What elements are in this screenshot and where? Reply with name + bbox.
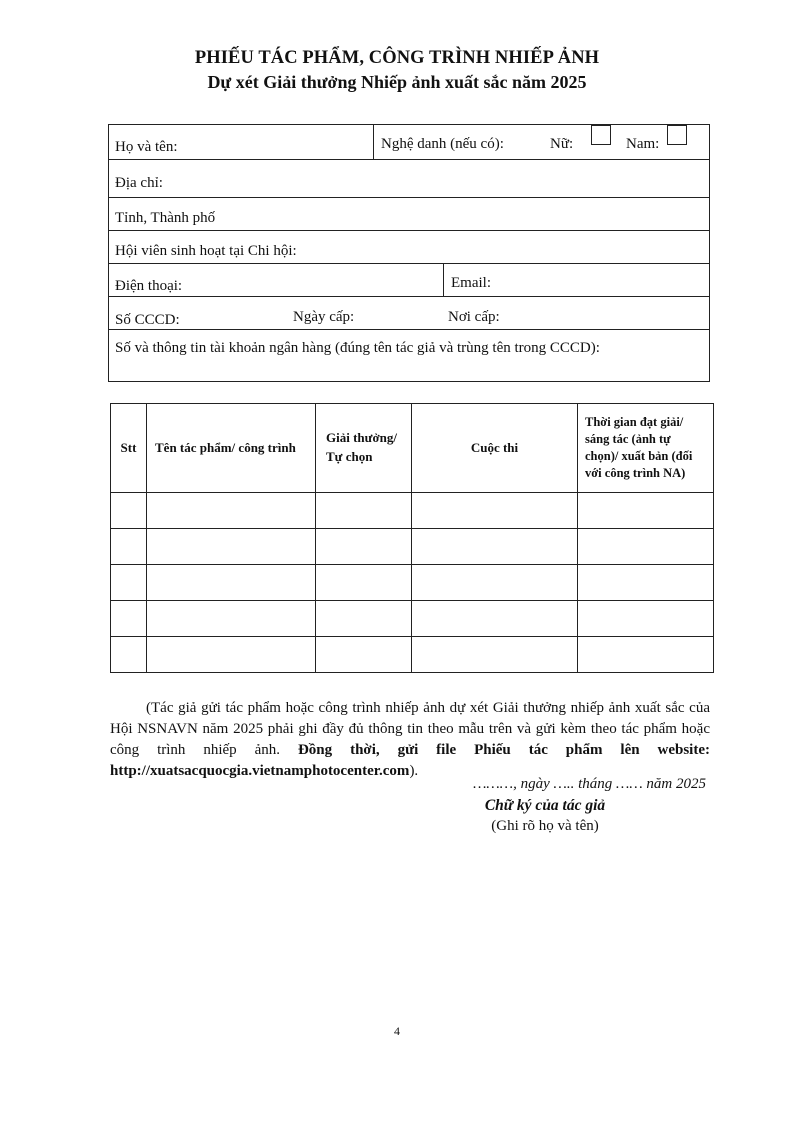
address-label: Địa chỉ:	[115, 175, 163, 191]
member-branch-label: Hội viên sinh hoạt tại Chi hội:	[115, 243, 297, 259]
table-cell[interactable]	[111, 601, 147, 637]
column-divider	[443, 263, 444, 296]
email-label: Email:	[451, 275, 491, 291]
column-divider	[373, 125, 374, 159]
row-divider	[109, 197, 709, 198]
table-cell[interactable]	[412, 529, 578, 565]
row-divider	[109, 159, 709, 160]
table-row	[111, 601, 714, 637]
table-cell[interactable]	[578, 565, 714, 601]
table-cell[interactable]	[578, 493, 714, 529]
table-cell[interactable]	[578, 529, 714, 565]
note-text: (Tác giả gửi tác phẩm hoặc công trình nhiếp ảnh dự xét Giải thưởng nhiếp ảnh xuất sắc của Hội NSNAVN năm 2025 phải ghi đầy đủ thông tin theo mẫu trên và gửi kèm theo tác phẩm hoặc công trình nhiếp ảnh.	[110, 700, 710, 758]
submission-note	[110, 698, 710, 782]
table-cell[interactable]	[412, 637, 578, 673]
row-divider	[109, 230, 709, 231]
table-row	[111, 565, 714, 601]
table-cell[interactable]	[316, 601, 412, 637]
table-cell[interactable]	[412, 601, 578, 637]
table-cell[interactable]	[111, 565, 147, 601]
column-header-time-line: sáng tác (ảnh tự	[585, 432, 671, 447]
table-row	[111, 529, 714, 565]
table-cell[interactable]	[316, 565, 412, 601]
author-info-form	[108, 124, 710, 382]
issue-place-label: Nơi cấp:	[448, 309, 500, 325]
column-header-award	[316, 404, 412, 493]
table-cell[interactable]	[111, 529, 147, 565]
table-row	[111, 493, 714, 529]
column-header-award-line: Tự chọn	[326, 449, 373, 464]
page-number: 4	[394, 1024, 400, 1038]
column-header-contest: Cuộc thi	[412, 404, 578, 493]
page-subtitle: Dự xét Giải thưởng Nhiếp ảnh xuất sắc năm 2025	[207, 72, 587, 92]
column-header-work-title: Tên tác phẩm/ công trình	[147, 404, 316, 493]
table-row	[111, 637, 714, 673]
page-title: PHIẾU TÁC PHẨM, CÔNG TRÌNH NHIẾP ẢNH	[194, 48, 600, 68]
column-header-stt: Stt	[111, 404, 147, 493]
male-label: Nam:	[626, 136, 660, 152]
date-line: ………, ngày ….. tháng …… năm 2025	[473, 776, 706, 792]
works-table	[110, 403, 714, 673]
table-cell[interactable]	[412, 565, 578, 601]
table-cell[interactable]	[147, 601, 316, 637]
table-header-row	[111, 404, 714, 493]
row-divider	[109, 329, 709, 330]
table-cell[interactable]	[578, 601, 714, 637]
table-cell[interactable]	[412, 493, 578, 529]
table-cell[interactable]	[147, 493, 316, 529]
full-name-label: Họ và tên:	[115, 139, 178, 155]
female-checkbox[interactable]	[591, 125, 611, 145]
id-number-label: Số CCCD:	[115, 312, 180, 328]
row-divider	[109, 296, 709, 297]
column-header-time-line: với công trình NA)	[585, 465, 686, 480]
table-cell[interactable]	[111, 637, 147, 673]
table-cell[interactable]	[578, 637, 714, 673]
phone-label: Điện thoại:	[115, 278, 183, 294]
table-cell[interactable]	[316, 493, 412, 529]
bank-account-label: Số và thông tin tài khoản ngân hàng (đúng tên tác giả và trùng tên trong CCCD):	[115, 340, 600, 356]
province-label: Tỉnh, Thành phố	[115, 210, 216, 226]
note-website-instruction: Đồng thời, gửi file Phiếu tác phẩm lên website: http://xuatsacquocgia.vietnamphotocenter.com	[110, 742, 710, 779]
table-cell[interactable]	[147, 565, 316, 601]
pen-name-label: Nghệ danh (nếu có):	[381, 136, 504, 152]
column-header-time-line: chọn)/ xuất bản (đối	[585, 449, 693, 463]
column-header-time	[578, 404, 714, 493]
column-header-time-line: Thời gian đạt giải/	[585, 415, 684, 430]
table-cell[interactable]	[316, 637, 412, 673]
male-checkbox[interactable]	[667, 125, 687, 145]
table-cell[interactable]	[147, 637, 316, 673]
table-cell[interactable]	[111, 493, 147, 529]
table-cell[interactable]	[147, 529, 316, 565]
issue-date-label: Ngày cấp:	[293, 309, 355, 325]
signature-subtitle: (Ghi rõ họ và tên)	[491, 818, 599, 834]
table-cell[interactable]	[316, 529, 412, 565]
note-text-end: ).	[409, 763, 419, 779]
female-label: Nữ:	[550, 136, 574, 152]
row-divider	[109, 263, 709, 264]
signature-title: Chữ ký của tác giả	[484, 797, 606, 814]
column-header-award-line: Giải thưởng/	[326, 430, 397, 446]
